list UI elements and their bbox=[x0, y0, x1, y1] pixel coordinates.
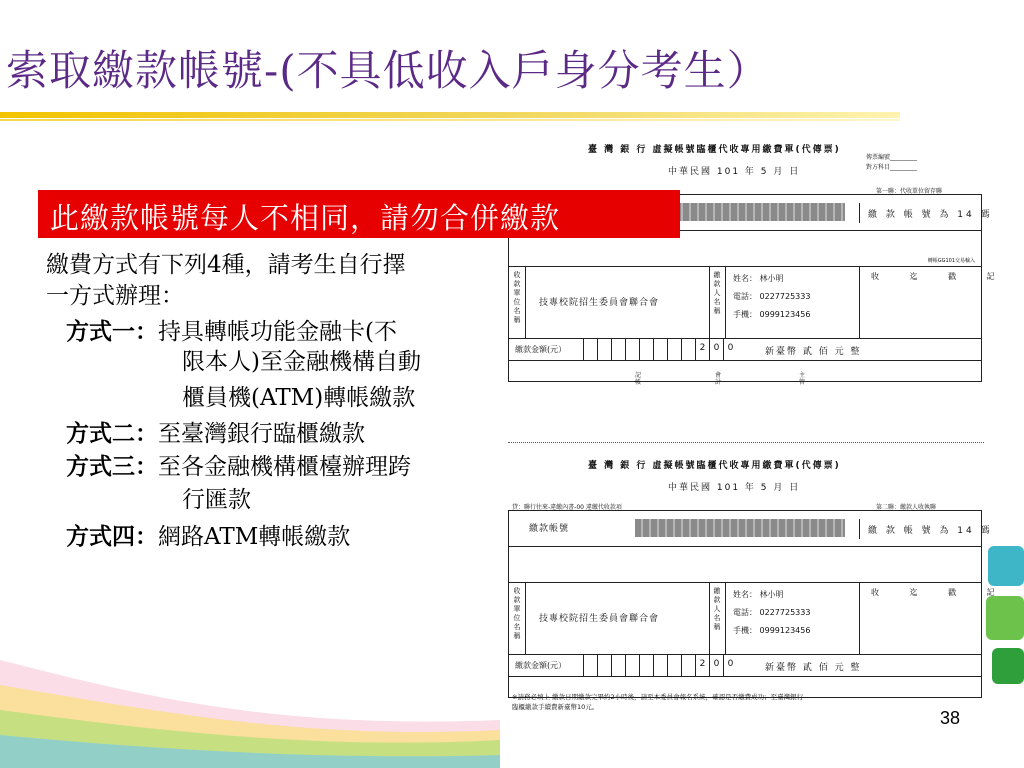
collect-stamp-label: 收 迄 戳 記 bbox=[871, 272, 1009, 281]
slip-payee-row bbox=[509, 583, 1009, 655]
amount-digit bbox=[597, 339, 611, 361]
slip-voucher-no: 傳票編號_________ bbox=[866, 154, 918, 161]
slip-account-subject: 對方科目_________ bbox=[866, 164, 918, 171]
slide-title: 索取繳款帳號-(不具低收入戶身分考生） bbox=[6, 46, 770, 95]
payment-slip-copy-2 bbox=[508, 452, 1009, 722]
collect-unit-label: 收款單位名稱 bbox=[513, 271, 521, 324]
divider bbox=[859, 583, 860, 655]
account-number-redacted bbox=[635, 519, 845, 537]
amount-digit bbox=[597, 655, 611, 677]
collect-stamp-label: 收 迄 戳 記 bbox=[871, 588, 1009, 597]
slip-copy-label: 第一聯：代收單位留存聯 bbox=[876, 188, 943, 195]
divider bbox=[709, 583, 710, 655]
payer-mobile: 手機： 0999123456 bbox=[733, 626, 811, 635]
slip-account-row bbox=[509, 511, 993, 547]
payer-mobile: 手機： 0999123456 bbox=[733, 310, 811, 319]
amount-digit bbox=[653, 339, 667, 361]
slip-copy-label: 第二聯：繳款人收執聯 bbox=[876, 504, 937, 511]
method-3-text: 至各金融機構櫃檯辦理跨 bbox=[158, 454, 411, 480]
transaction-code: 轉帳GG101交易輸入 bbox=[927, 258, 975, 264]
account-label: 繳款帳號 bbox=[529, 524, 570, 534]
amount-digit bbox=[681, 339, 695, 361]
amount-digit: 0 bbox=[723, 339, 737, 361]
intro-text bbox=[46, 250, 496, 312]
amount-digit: 0 bbox=[709, 339, 723, 361]
divider bbox=[859, 267, 860, 339]
slip-amount-row bbox=[509, 339, 981, 361]
title-underline bbox=[0, 112, 900, 118]
method-4-text: 網路ATM轉帳繳款 bbox=[158, 524, 351, 550]
slip-table bbox=[508, 510, 1009, 698]
slip-note-line1: ※請務必填上 繳款日期繳款完畢約2小時後，請至本委員會報名系統，確認是否繳費成功；至臺灣銀行 bbox=[512, 693, 804, 701]
sign-bookkeeping: 記帳 bbox=[634, 372, 641, 386]
slip-ledger-label: 貸：聯行往來-違繳內書-00 違繳代收款項 bbox=[512, 504, 622, 511]
slip-blank-row bbox=[509, 547, 981, 583]
collect-unit-label: 收款單位名稱 bbox=[513, 587, 521, 640]
warning-banner: 此繳款帳號每人不相同，請勿合併繳款 bbox=[38, 190, 680, 238]
collect-unit-name: 技專校院招生委員會聯合會 bbox=[539, 298, 660, 308]
cut-line bbox=[508, 442, 984, 443]
amount-in-words: 新臺幣 貳 佰 元 整 bbox=[765, 347, 862, 357]
amount-digit bbox=[681, 655, 695, 677]
amount-digit bbox=[667, 655, 681, 677]
amount-digit bbox=[625, 655, 639, 677]
amount-digit bbox=[583, 339, 597, 361]
slip-title: 臺 灣 銀 行 虛擬帳號臨櫃代收專用繳費單(代傳票) bbox=[588, 461, 841, 471]
method-2-name: 方式二： bbox=[66, 420, 158, 447]
sign-accounting: 會計 bbox=[714, 372, 721, 386]
divider bbox=[525, 267, 526, 339]
decorative-wave-graphic bbox=[0, 600, 500, 768]
payer-phone: 電話： 0227725333 bbox=[733, 292, 811, 301]
payment-slip-copy-1 bbox=[508, 136, 1009, 396]
divider bbox=[525, 583, 526, 655]
slip-payee-row bbox=[509, 267, 1009, 339]
method-4 bbox=[66, 521, 350, 553]
slip-amount-row bbox=[509, 655, 981, 677]
slip-title: 臺 灣 銀 行 虛擬帳號臨櫃代收專用繳費單(代傳票) bbox=[588, 145, 841, 155]
amount-digit: 0 bbox=[709, 655, 723, 677]
account-length-note: 繳 款 帳 號 為 14 碼 bbox=[859, 203, 983, 223]
amount-digit: 2 bbox=[695, 655, 709, 677]
method-2-text: 至臺灣銀行臨櫃繳款 bbox=[158, 421, 365, 447]
amount-digit bbox=[611, 339, 625, 361]
amount-digit: 2 bbox=[695, 339, 709, 361]
account-length-note: 繳 款 帳 號 為 14 碼 bbox=[859, 519, 983, 539]
amount-label: 繳款金額(元） bbox=[515, 661, 567, 670]
intro-line: 繳費方式有下列4種，請考生自行擇 bbox=[46, 252, 406, 278]
payer-label: 繳款人名稱 bbox=[713, 587, 721, 631]
payer-label: 繳款人名稱 bbox=[713, 271, 721, 315]
slip-date: 中華民國 101 年 5 月 日 bbox=[668, 167, 801, 177]
amount-digit-cells bbox=[583, 339, 737, 361]
amount-digit-cells bbox=[583, 655, 737, 677]
amount-digit bbox=[625, 339, 639, 361]
method-1-text: 持具轉帳功能金融卡(不 bbox=[158, 319, 397, 345]
amount-digit: 0 bbox=[723, 655, 737, 677]
amount-digit bbox=[667, 339, 681, 361]
amount-digit bbox=[639, 339, 653, 361]
divider bbox=[725, 583, 726, 655]
payer-name: 姓名： 林小明 bbox=[733, 590, 784, 599]
collect-unit-name: 技專校院招生委員會聯合會 bbox=[539, 614, 660, 624]
method-3 bbox=[66, 451, 411, 483]
slip-date: 中華民國 101 年 5 月 日 bbox=[668, 483, 801, 493]
amount-digit bbox=[583, 655, 597, 677]
method-4-name: 方式四： bbox=[66, 523, 158, 550]
divider bbox=[725, 267, 726, 339]
method-1 bbox=[66, 316, 397, 348]
page-number: 38 bbox=[940, 708, 961, 728]
payer-name: 姓名： 林小明 bbox=[733, 274, 784, 283]
method-1-text-cont: 限本人)至金融機構自動 bbox=[182, 349, 421, 375]
divider bbox=[709, 267, 710, 339]
amount-digit bbox=[639, 655, 653, 677]
amount-in-words: 新臺幣 貳 佰 元 整 bbox=[765, 663, 862, 673]
decorative-corner-graphic bbox=[982, 540, 1024, 700]
amount-label: 繳款金額(元） bbox=[515, 345, 567, 354]
intro-line: 一方式辦理： bbox=[46, 283, 184, 309]
amount-digit bbox=[653, 655, 667, 677]
amount-digit bbox=[611, 655, 625, 677]
sign-supervisor: 主管 bbox=[798, 372, 805, 386]
method-1-name: 方式一： bbox=[66, 318, 158, 345]
method-3-text-cont: 行匯款 bbox=[182, 487, 251, 513]
title-underline-thin bbox=[0, 119, 900, 121]
method-1-text-cont: 櫃員機(ATM)轉帳繳款 bbox=[182, 385, 416, 411]
payer-phone: 電話： 0227725333 bbox=[733, 608, 811, 617]
method-3-name: 方式三： bbox=[66, 453, 158, 480]
method-2 bbox=[66, 418, 365, 450]
slip-note-line2: 臨櫃繳款手續費新臺幣10元。 bbox=[512, 703, 599, 711]
